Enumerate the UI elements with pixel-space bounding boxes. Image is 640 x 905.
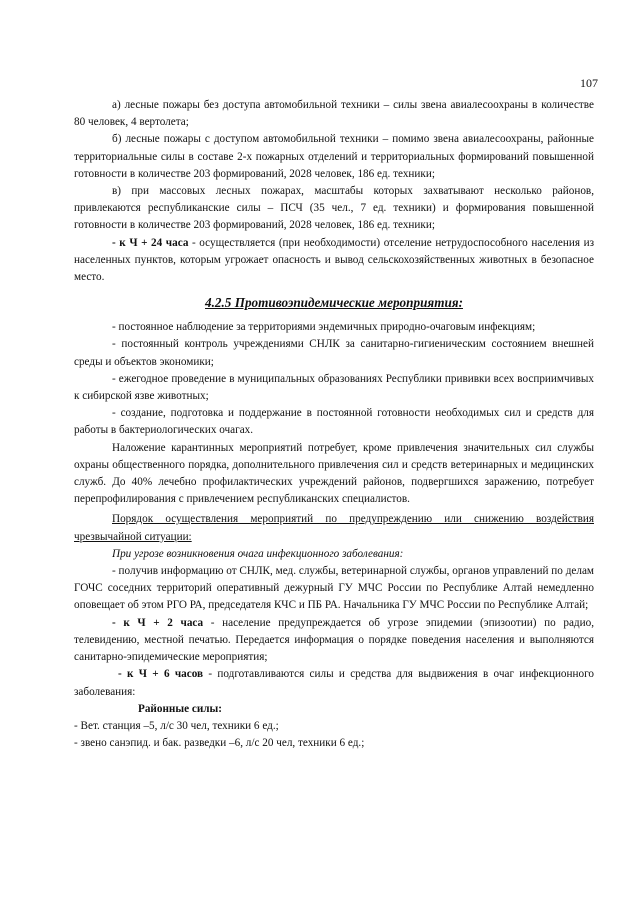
paragraph-ch6	[74, 666, 594, 700]
force-item-2: - звено санэпид. и бак. разведки –6, л/с 20 чел, техники 6 ед.;	[74, 737, 365, 750]
page-number: 107	[580, 76, 598, 90]
list-item-4: - создание, подготовка и поддержание в постоянной готовности необходимых сил и средств для работы в бактериологических очагах.	[74, 407, 594, 437]
list-item-3: - ежегодное проведение в муниципальных образованиях Республики прививки всех восприимчивых к сибирской язве животных;	[74, 372, 594, 403]
paragraph-info: - получив информацию от СНЛК, мед. службы, ветеринарной службы, органов управлений по делам ГОЧС соседних территорий оперативный дежурный ГУ МЧС России по Республике Алтай немедленно оповещает об этом РГО РА, председателя КЧС и ПБ РА. Начальника ГУ МЧС России по Республике Алтай;	[74, 565, 594, 612]
force-item-1: - Вет. станция –5, л/с 30 чел, техники 6 ед.;	[74, 719, 279, 732]
ch6-text: - подготавливаются силы и средства для выдвижения в очаг инфекционного заболевания:	[74, 668, 594, 698]
list-item-2: - постоянный контроль учреждениями СНЛК за санитарно-гигиеническим состоянием внешней среды и объектов экономики;	[74, 338, 594, 368]
paragraph-b: б) лесные пожары с доступом автомобильной техники – помимо звена авиалесоохраны, районные территориальные силы в составе 2-х пожарных отделений и территориальных формирований повышенной готовности в количестве 203 формирований, 2028 человек, 186 ед. техники;	[74, 133, 594, 180]
ch6-label: - к Ч + 6 часов	[118, 668, 204, 681]
paragraph-v: в) при массовых лесных пожарах, масштабы которых захватывают несколько районов, привлекаются республиканские силы – ПСЧ (35 чел., 7 ед. техники) и формирования повышенной готовности в количестве 203 формирований, 2028 человек, 186 ед. техники;	[74, 185, 594, 232]
paragraph-ch24	[74, 235, 594, 287]
paragraph-ch2	[74, 615, 594, 667]
ch2-label: - к Ч + 2 часа	[112, 616, 204, 629]
paragraph-a: а) лесные пожары без доступа автомобильной техники – силы звена авиалесоохраны в количестве 80 человек, 4 вертолета;	[74, 99, 594, 129]
paragraph-quarantine: Наложение карантинных мероприятий потребует, кроме привлечения значительных сил службы охраны общественного порядка, дополнительного привлечения сил и средств ветеринарных и медицинских служб. До 40% лечебно профилактических учреждений районов, подвергшихся заражению, потребует перепрофилирования с привлечением республиканских специалистов.	[74, 441, 594, 506]
ch2-text: - население предупреждается об угрозе эпидемии (эпизоотии) по радио, телевидению, местной печатью. Передается информация о порядке поведения населения и выполняются санитарно-эпидемические мероприятия;	[74, 616, 594, 664]
district-forces-heading: Районные силы:	[138, 702, 223, 715]
document-body	[74, 97, 594, 752]
order-heading: Порядок осуществления мероприятий по предупреждению или снижению воздействия чрезвычайной ситуации:	[74, 513, 594, 543]
threat-heading: При угрозе возникновения очага инфекционного заболевания:	[112, 547, 404, 560]
ch24-text: - осуществляется (при необходимости) отселение нетрудоспособного населения из населенных пунктов, которым угрожает опасность и вывод сельскохозяйственных животных в безопасное место.	[74, 236, 595, 284]
ch24-label: - к Ч + 24 часа	[112, 236, 189, 249]
section-heading: 4.2.5 Противоэпидемические мероприятия:	[205, 295, 463, 311]
list-item-1: - постоянное наблюдение за территориями эндемичных природно-очаговым инфекциям;	[112, 321, 536, 334]
